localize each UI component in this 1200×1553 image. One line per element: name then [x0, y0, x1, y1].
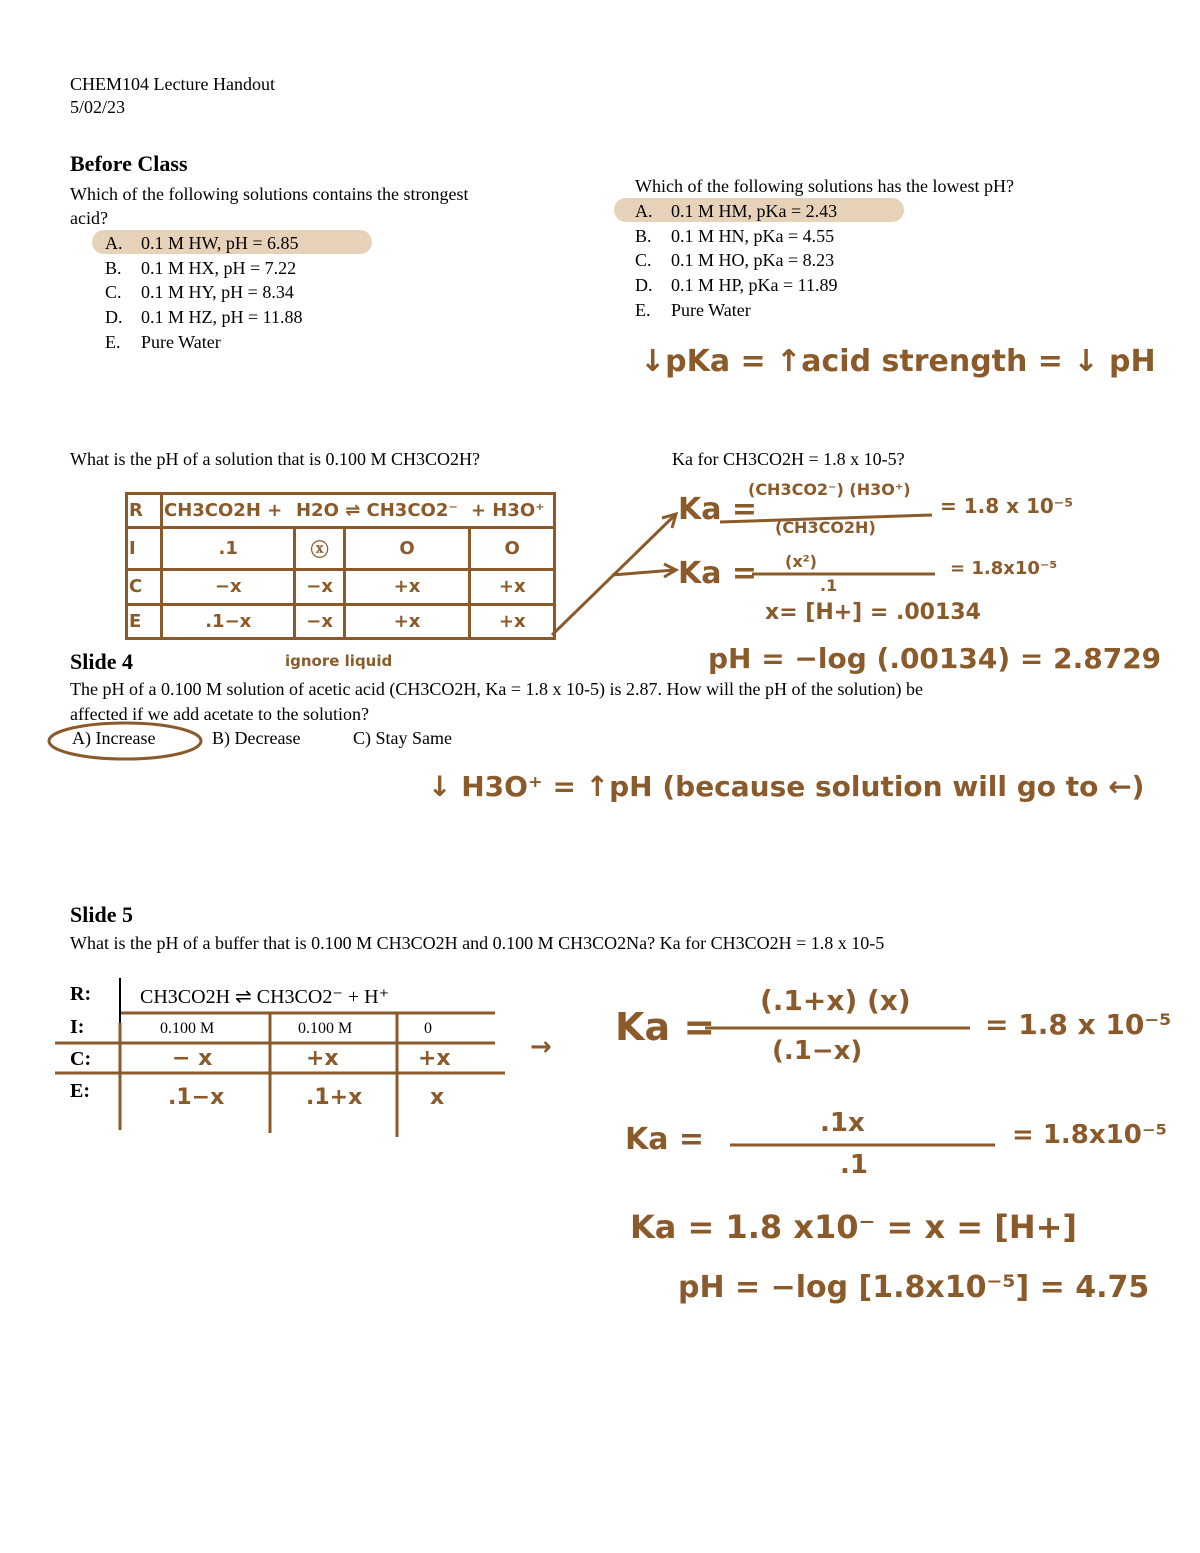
- ice-row-c: C −x −x +x +x: [128, 569, 553, 604]
- ignore-liquid-note: ignore liquid: [285, 652, 393, 670]
- q1-option: C. 0.1 M HY, pH = 8.34: [105, 282, 294, 302]
- ka2-denominator: .1: [820, 576, 838, 595]
- q2-text: Which of the following solutions has the lowest pH?: [635, 176, 1014, 196]
- ka-label: Ka =: [615, 1005, 716, 1049]
- ice-row-r: R CH3CO2H + H2O ⇌ CH3CO2⁻ + H3O⁺: [128, 495, 553, 528]
- change-acid: − x: [172, 1046, 213, 1071]
- choice-stay-same: C) Stay Same: [353, 728, 452, 748]
- equil-base: .1+x: [306, 1085, 363, 1110]
- row-label-i: I:: [70, 1016, 85, 1038]
- ka-label: Ka =: [678, 556, 758, 591]
- q2-option: B. 0.1 M HN, pKa = 4.55: [635, 226, 835, 246]
- initial-base: 0.100 M: [298, 1020, 353, 1037]
- slide5-question: What is the pH of a buffer that is 0.100 M CH3CO2H and 0.100 M CH3CO2Na? Ka for CH3CO2H = 1.8 x 10-5: [70, 933, 885, 953]
- q1-text: Which of the following solutions contains the strongest: [70, 184, 469, 204]
- ph-buffer-result: pH = −log [1.8x10⁻⁵] = 4.75: [678, 1270, 1150, 1305]
- ka-equals: = 1.8 x 10⁻⁵: [940, 494, 1074, 518]
- equil-acid: .1−x: [168, 1085, 225, 1110]
- ka2-equals: = 1.8x10⁻⁵: [950, 558, 1058, 579]
- equil-h: x: [430, 1085, 445, 1110]
- ice-row-e: E .1−x −x +x +x: [128, 604, 553, 637]
- q2-option: E. Pure Water: [635, 300, 751, 320]
- q2-option: C. 0.1 M HO, pKa = 8.23: [635, 250, 835, 270]
- choice-increase: A) Increase: [72, 728, 156, 748]
- row-label-r: R:: [70, 983, 92, 1005]
- ka2-denominator: .1: [840, 1150, 868, 1180]
- slide4-question: The pH of a 0.100 M solution of acetic acid (CH3CO2H, Ka = 1.8 x 10-5) is 2.87. How will the pH of the solution) be: [70, 679, 924, 699]
- row-label-c: C:: [70, 1048, 92, 1070]
- change-h: +x: [418, 1046, 451, 1071]
- ka2-equals: = 1.8x10⁻⁵: [1012, 1120, 1167, 1150]
- ph-result: pH = −log (.00134) = 2.8729: [708, 642, 1162, 675]
- slide5-heading: Slide 5: [70, 902, 133, 927]
- handwritten-note-pka: ↓pKa = ↑acid strength = ↓ pH: [640, 344, 1156, 379]
- row-label-e: E:: [70, 1080, 90, 1102]
- q2-option: A. 0.1 M HM, pKa = 2.43: [635, 201, 838, 221]
- initial-h: 0: [424, 1020, 432, 1037]
- ka1-denominator: (.1−x): [772, 1036, 863, 1066]
- change-base: +x: [306, 1046, 339, 1071]
- ka1-numerator: (.1+x) (x): [760, 984, 911, 1017]
- ka-numerator: (CH3CO2⁻) (H3O⁺): [748, 480, 911, 499]
- q1-option: E. Pure Water: [105, 332, 221, 352]
- q3-text: What is the pH of a solution that is 0.100 M CH3CO2H?: [70, 449, 480, 469]
- q3-ka: Ka for CH3CO2H = 1.8 x 10-5?: [672, 449, 905, 469]
- arrow-right: →: [530, 1032, 552, 1062]
- x-value: x= [H+] = .00134: [765, 600, 981, 625]
- ka3-line: Ka = 1.8 x10⁻ = x = [H+]: [630, 1208, 1078, 1246]
- slide4-heading: Slide 4: [70, 649, 133, 674]
- ka2-numerator: (x²): [785, 552, 817, 571]
- ice-row-i: I .1 ⓧ O O: [128, 528, 553, 570]
- reaction-equation: CH3CO2H ⇌ CH3CO2⁻ + H⁺: [140, 986, 390, 1008]
- slide4-question-2: affected if we add acetate to the solution?: [70, 704, 370, 724]
- initial-acid: 0.100 M: [160, 1020, 215, 1037]
- choice-decrease: B) Decrease: [212, 728, 301, 748]
- q1-option: D. 0.1 M HZ, pH = 11.88: [105, 307, 303, 327]
- ka-denominator: (CH3CO2H): [775, 518, 876, 537]
- ka-label: Ka =: [678, 492, 758, 527]
- q1-option: A. 0.1 M HW, pH = 6.85: [105, 233, 299, 253]
- course-title: CHEM104 Lecture Handout: [70, 74, 275, 94]
- section-heading: Before Class: [70, 151, 188, 176]
- slide4-handwritten-note: ↓ H3O⁺ = ↑pH (because solution will go to ←): [428, 770, 1145, 803]
- ka-label: Ka =: [625, 1122, 705, 1157]
- ka1-equals: = 1.8 x 10⁻⁵: [985, 1008, 1172, 1041]
- q1-text-2: acid?: [70, 208, 108, 228]
- ka2-numerator: .1x: [820, 1108, 865, 1138]
- q1-option: B. 0.1 M HX, pH = 7.22: [105, 258, 297, 278]
- date: 5/02/23: [70, 97, 126, 117]
- q2-option: D. 0.1 M HP, pKa = 11.89: [635, 275, 838, 295]
